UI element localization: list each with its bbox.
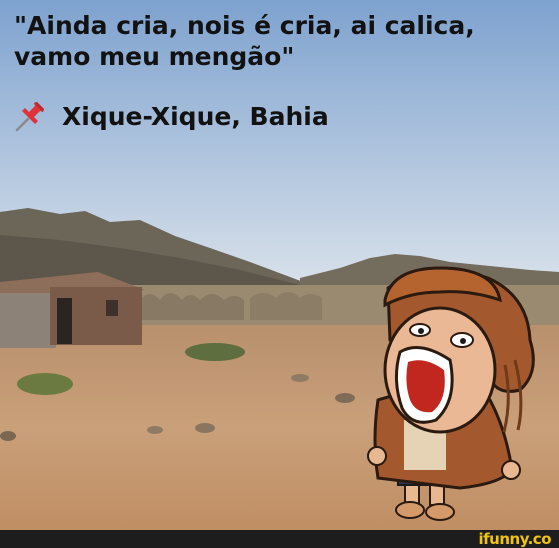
rock: [0, 431, 16, 441]
caption-line-1: "Ainda cria, nois é cria, ai calica,: [14, 11, 475, 40]
rock: [147, 426, 163, 434]
caption-line-2: vamo meu mengão": [14, 42, 295, 71]
watermark-bar: [0, 530, 559, 548]
dry-bushes-right: [250, 292, 322, 320]
rock: [335, 393, 355, 403]
location-label: [14, 101, 329, 133]
rock: [195, 423, 215, 433]
green-bush-small: [17, 373, 73, 395]
pushpin-icon: [14, 101, 48, 133]
house: [0, 272, 145, 348]
meme-caption: [14, 10, 550, 72]
ifunny-watermark: ifunny.co: [478, 530, 551, 548]
location-text: Xique-Xique, Bahia: [62, 102, 329, 131]
green-bush: [185, 343, 245, 361]
rock: [291, 374, 309, 382]
